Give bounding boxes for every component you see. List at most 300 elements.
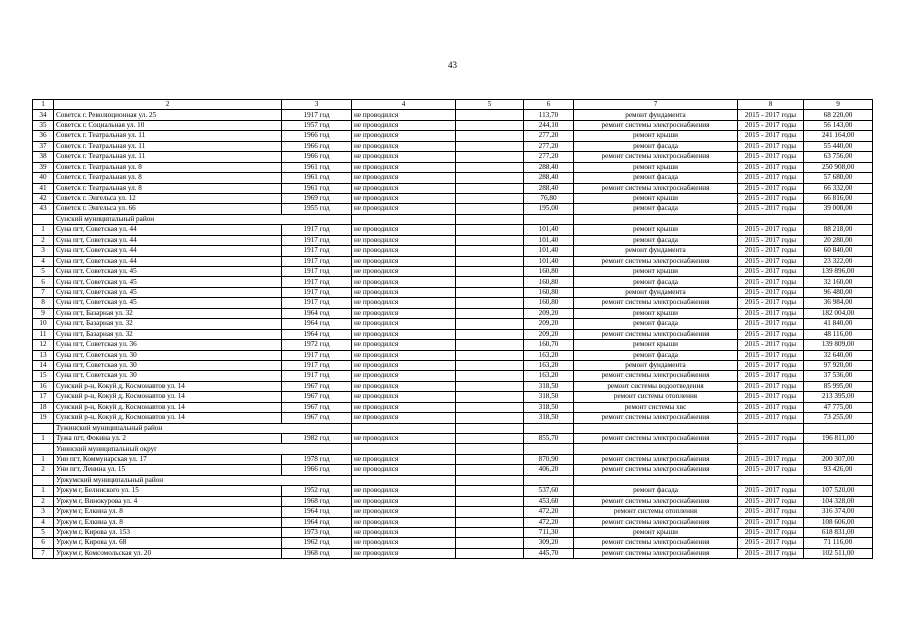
last-repair-cell: не проводился xyxy=(352,120,456,130)
area-cell: 101,40 xyxy=(524,235,574,245)
last-repair-cell: не проводился xyxy=(352,183,456,193)
work-type-cell: ремонт системы хвс xyxy=(574,402,738,412)
year-cell: 1966 год xyxy=(282,141,352,151)
year-cell: 1917 год xyxy=(282,350,352,360)
address-cell: Сунский р-н, Кокуй д, Космонавтов ул. 14 xyxy=(54,392,282,402)
section-title: Сунский муниципальный район xyxy=(54,214,352,224)
empty-cell xyxy=(574,214,738,224)
work-type-cell: ремонт системы электроснабжения xyxy=(574,120,738,130)
cost-cell: 37 536,00 xyxy=(804,371,873,381)
empty-cell xyxy=(352,475,456,485)
year-cell: 1967 год xyxy=(282,392,352,402)
empty-cell xyxy=(456,152,524,162)
work-type-cell: ремонт фасада xyxy=(574,277,738,287)
table-row xyxy=(33,152,873,162)
empty-cell xyxy=(456,392,524,402)
period-cell: 2015 - 2017 годы xyxy=(738,204,804,214)
header-cell: 7 xyxy=(574,100,738,110)
row-number-cell: 34 xyxy=(33,110,54,120)
period-cell: 2015 - 2017 годы xyxy=(738,381,804,391)
row-number-cell: 1 xyxy=(33,486,54,496)
address-cell: Уни пгт, Коммунарская ул. 17 xyxy=(54,454,282,464)
work-type-cell: ремонт фундамента xyxy=(574,110,738,120)
cost-cell: 68 220,00 xyxy=(804,110,873,120)
empty-cell xyxy=(456,475,524,485)
empty-cell xyxy=(456,486,524,496)
address-cell: Суна пгт, Советская ул. 30 xyxy=(54,360,282,370)
area-cell: 870,90 xyxy=(524,454,574,464)
year-cell: 1955 год xyxy=(282,204,352,214)
row-number-cell: 1 xyxy=(33,454,54,464)
empty-cell xyxy=(456,413,524,423)
work-type-cell: ремонт системы электроснабжения xyxy=(574,298,738,308)
period-cell: 2015 - 2017 годы xyxy=(738,110,804,120)
work-type-cell: ремонт фасада xyxy=(574,319,738,329)
row-number-cell: 16 xyxy=(33,381,54,391)
year-cell: 1917 год xyxy=(282,371,352,381)
cost-cell: 102 511,00 xyxy=(804,548,873,558)
cost-cell: 56 143,00 xyxy=(804,120,873,130)
period-cell: 2015 - 2017 годы xyxy=(738,319,804,329)
section-number-cell xyxy=(33,214,54,224)
table-row xyxy=(33,360,873,370)
address-cell: Советск г. Театральная ул. 11 xyxy=(54,131,282,141)
area-cell: 288,40 xyxy=(524,183,574,193)
table-row xyxy=(33,162,873,172)
last-repair-cell: не проводился xyxy=(352,465,456,475)
cost-cell: 55 440,00 xyxy=(804,141,873,151)
year-cell: 1968 год xyxy=(282,496,352,506)
empty-cell xyxy=(804,423,873,433)
table-row xyxy=(33,392,873,402)
address-cell: Уржум г, Елкина ул. 8 xyxy=(54,507,282,517)
address-cell: Суна пгт, Базарная ул. 32 xyxy=(54,308,282,318)
work-type-cell: ремонт крыши xyxy=(574,267,738,277)
last-repair-cell: не проводился xyxy=(352,413,456,423)
table-row xyxy=(33,298,873,308)
year-cell: 1962 год xyxy=(282,538,352,548)
area-cell: 318,50 xyxy=(524,402,574,412)
cost-cell: 41 840,00 xyxy=(804,319,873,329)
last-repair-cell: не проводился xyxy=(352,402,456,412)
cost-cell: 241 164,00 xyxy=(804,131,873,141)
empty-cell xyxy=(456,110,524,120)
empty-cell xyxy=(804,444,873,454)
last-repair-cell: не проводился xyxy=(352,548,456,558)
work-type-cell: ремонт фундамента xyxy=(574,360,738,370)
area-cell: 406,20 xyxy=(524,465,574,475)
work-type-cell: ремонт системы электроснабжения xyxy=(574,329,738,339)
area-cell: 160,70 xyxy=(524,340,574,350)
year-cell: 1961 год xyxy=(282,162,352,172)
cost-cell: 63 756,00 xyxy=(804,152,873,162)
area-cell: 101,40 xyxy=(524,225,574,235)
section-number-cell xyxy=(33,444,54,454)
period-cell: 2015 - 2017 годы xyxy=(738,277,804,287)
empty-cell xyxy=(574,444,738,454)
last-repair-cell: не проводился xyxy=(352,527,456,537)
last-repair-cell: не проводился xyxy=(352,110,456,120)
last-repair-cell: не проводился xyxy=(352,287,456,297)
area-cell: 472,20 xyxy=(524,517,574,527)
area-cell: 195,00 xyxy=(524,204,574,214)
last-repair-cell: не проводился xyxy=(352,360,456,370)
area-cell: 101,40 xyxy=(524,246,574,256)
last-repair-cell: не проводился xyxy=(352,152,456,162)
year-cell: 1966 год xyxy=(282,131,352,141)
address-cell: Советск г. Театральная ул. 8 xyxy=(54,183,282,193)
table-row xyxy=(33,173,873,183)
table-row xyxy=(33,329,873,339)
table-row xyxy=(33,507,873,517)
period-cell: 2015 - 2017 годы xyxy=(738,246,804,256)
address-cell: Суна пгт, Советская ул. 45 xyxy=(54,267,282,277)
year-cell: 1978 год xyxy=(282,454,352,464)
area-cell: 855,70 xyxy=(524,434,574,444)
table-row xyxy=(33,141,873,151)
area-cell: 277,20 xyxy=(524,131,574,141)
cost-cell: 32 640,00 xyxy=(804,350,873,360)
row-number-cell: 36 xyxy=(33,131,54,141)
last-repair-cell: не проводился xyxy=(352,162,456,172)
period-cell: 2015 - 2017 годы xyxy=(738,267,804,277)
year-cell: 1966 год xyxy=(282,465,352,475)
period-cell: 2015 - 2017 годы xyxy=(738,173,804,183)
table-row xyxy=(33,434,873,444)
work-type-cell: ремонт системы отопления xyxy=(574,507,738,517)
area-cell: 160,80 xyxy=(524,298,574,308)
empty-cell xyxy=(456,517,524,527)
cost-cell: 60 840,00 xyxy=(804,246,873,256)
row-number-cell: 5 xyxy=(33,527,54,537)
header-cell: 1 xyxy=(33,100,54,110)
empty-cell xyxy=(456,173,524,183)
work-type-cell: ремонт фасада xyxy=(574,350,738,360)
last-repair-cell: не проводился xyxy=(352,340,456,350)
address-cell: Суна пгт, Советская ул. 44 xyxy=(54,256,282,266)
empty-cell xyxy=(738,214,804,224)
table-row xyxy=(33,548,873,558)
table-row xyxy=(33,413,873,423)
cost-cell: 139 809,00 xyxy=(804,340,873,350)
table-row xyxy=(33,340,873,350)
year-cell: 1967 год xyxy=(282,381,352,391)
address-cell: Советск г. Социальная ул. 10 xyxy=(54,120,282,130)
address-cell: Советск г. Театральная ул. 11 xyxy=(54,152,282,162)
empty-cell xyxy=(456,402,524,412)
period-cell: 2015 - 2017 годы xyxy=(738,371,804,381)
table-row xyxy=(33,183,873,193)
last-repair-cell: не проводился xyxy=(352,538,456,548)
address-cell: Уржум г, Кирова ул. 153 xyxy=(54,527,282,537)
section-row xyxy=(33,475,873,485)
cost-cell: 250 908,00 xyxy=(804,162,873,172)
area-cell: 160,80 xyxy=(524,287,574,297)
area-cell: 209,20 xyxy=(524,319,574,329)
cost-cell: 107 520,00 xyxy=(804,486,873,496)
year-cell: 1961 год xyxy=(282,183,352,193)
address-cell: Уржум г, Елкина ул. 8 xyxy=(54,517,282,527)
last-repair-cell: не проводился xyxy=(352,381,456,391)
table-row xyxy=(33,120,873,130)
address-cell: Советск г. Революционная ул. 25 xyxy=(54,110,282,120)
work-type-cell: ремонт системы электроснабжения xyxy=(574,434,738,444)
empty-cell xyxy=(456,434,524,444)
year-cell: 1917 год xyxy=(282,298,352,308)
empty-cell xyxy=(456,120,524,130)
work-type-cell: ремонт системы электроснабжения xyxy=(574,465,738,475)
empty-cell xyxy=(804,214,873,224)
last-repair-cell: не проводился xyxy=(352,454,456,464)
year-cell: 1968 год xyxy=(282,548,352,558)
work-type-cell: ремонт крыши xyxy=(574,527,738,537)
address-cell: Уржум г, Белинского ул. 15 xyxy=(54,486,282,496)
table-body xyxy=(33,100,873,559)
cost-cell: 48 116,00 xyxy=(804,329,873,339)
period-cell: 2015 - 2017 годы xyxy=(738,454,804,464)
period-cell: 2015 - 2017 годы xyxy=(738,486,804,496)
last-repair-cell: не проводился xyxy=(352,319,456,329)
row-number-cell: 43 xyxy=(33,204,54,214)
table-row xyxy=(33,193,873,203)
empty-cell xyxy=(804,475,873,485)
empty-cell xyxy=(456,340,524,350)
year-cell: 1917 год xyxy=(282,246,352,256)
last-repair-cell: не проводился xyxy=(352,308,456,318)
empty-cell xyxy=(524,214,574,224)
header-cell: 9 xyxy=(804,100,873,110)
empty-cell xyxy=(456,214,524,224)
work-type-cell: ремонт крыши xyxy=(574,193,738,203)
year-cell: 1917 год xyxy=(282,225,352,235)
work-type-cell: ремонт фундамента xyxy=(574,287,738,297)
period-cell: 2015 - 2017 годы xyxy=(738,141,804,151)
period-cell: 2015 - 2017 годы xyxy=(738,235,804,245)
row-number-cell: 5 xyxy=(33,267,54,277)
year-cell: 1982 год xyxy=(282,434,352,444)
empty-cell xyxy=(456,162,524,172)
table-row xyxy=(33,454,873,464)
row-number-cell: 12 xyxy=(33,340,54,350)
period-cell: 2015 - 2017 годы xyxy=(738,350,804,360)
empty-cell xyxy=(738,444,804,454)
cost-cell: 316 374,00 xyxy=(804,507,873,517)
year-cell: 1917 год xyxy=(282,235,352,245)
table-row xyxy=(33,204,873,214)
address-cell: Суна пгт, Советская ул. 44 xyxy=(54,246,282,256)
address-cell: Советск г. Энгельса ул. 12 xyxy=(54,193,282,203)
last-repair-cell: не проводился xyxy=(352,392,456,402)
section-title: Унинский муниципальный округ xyxy=(54,444,352,454)
year-cell: 1917 год xyxy=(282,110,352,120)
row-number-cell: 1 xyxy=(33,434,54,444)
area-cell: 309,20 xyxy=(524,538,574,548)
address-cell: Уни пгт, Ленина ул. 15 xyxy=(54,465,282,475)
address-cell: Суна пгт, Советская ул. 45 xyxy=(54,298,282,308)
work-type-cell: ремонт фасада xyxy=(574,173,738,183)
cost-cell: 71 116,00 xyxy=(804,538,873,548)
address-cell: Суна пгт, Советская ул. 45 xyxy=(54,277,282,287)
last-repair-cell: не проводился xyxy=(352,141,456,151)
cost-cell: 96 480,00 xyxy=(804,287,873,297)
page-number: 43 xyxy=(448,60,457,70)
last-repair-cell: не проводился xyxy=(352,486,456,496)
period-cell: 2015 - 2017 годы xyxy=(738,225,804,235)
row-number-cell: 42 xyxy=(33,193,54,203)
address-cell: Советск г. Театральная ул. 8 xyxy=(54,162,282,172)
area-cell: 318,50 xyxy=(524,392,574,402)
cost-cell: 618 831,00 xyxy=(804,527,873,537)
work-type-cell: ремонт крыши xyxy=(574,162,738,172)
year-cell: 1917 год xyxy=(282,360,352,370)
empty-cell xyxy=(456,360,524,370)
row-number-cell: 2 xyxy=(33,465,54,475)
period-cell: 2015 - 2017 годы xyxy=(738,329,804,339)
period-cell: 2015 - 2017 годы xyxy=(738,548,804,558)
work-type-cell: ремонт системы электроснабжения xyxy=(574,183,738,193)
area-cell: 244,10 xyxy=(524,120,574,130)
empty-cell xyxy=(352,444,456,454)
row-number-cell: 8 xyxy=(33,298,54,308)
year-cell: 1917 год xyxy=(282,267,352,277)
empty-cell xyxy=(352,423,456,433)
period-cell: 2015 - 2017 годы xyxy=(738,193,804,203)
empty-cell xyxy=(456,381,524,391)
last-repair-cell: не проводился xyxy=(352,329,456,339)
empty-cell xyxy=(456,496,524,506)
period-cell: 2015 - 2017 годы xyxy=(738,131,804,141)
empty-cell xyxy=(524,423,574,433)
last-repair-cell: не проводился xyxy=(352,131,456,141)
period-cell: 2015 - 2017 годы xyxy=(738,152,804,162)
cost-cell: 39 000,00 xyxy=(804,204,873,214)
address-cell: Уржум г, Кирова ул. 68 xyxy=(54,538,282,548)
period-cell: 2015 - 2017 годы xyxy=(738,465,804,475)
row-number-cell: 38 xyxy=(33,152,54,162)
row-number-cell: 13 xyxy=(33,350,54,360)
area-cell: 209,20 xyxy=(524,308,574,318)
row-number-cell: 10 xyxy=(33,319,54,329)
period-cell: 2015 - 2017 годы xyxy=(738,360,804,370)
address-cell: Суна пгт, Советская ул. 44 xyxy=(54,235,282,245)
row-number-cell: 7 xyxy=(33,287,54,297)
header-cell: 8 xyxy=(738,100,804,110)
work-type-cell: ремонт фасада xyxy=(574,141,738,151)
last-repair-cell: не проводился xyxy=(352,204,456,214)
row-number-cell: 3 xyxy=(33,507,54,517)
empty-cell xyxy=(456,267,524,277)
row-number-cell: 18 xyxy=(33,402,54,412)
cost-cell: 139 896,00 xyxy=(804,267,873,277)
empty-cell xyxy=(456,183,524,193)
empty-cell xyxy=(456,454,524,464)
row-number-cell: 4 xyxy=(33,256,54,266)
empty-cell xyxy=(574,423,738,433)
repair-program-table xyxy=(32,99,873,559)
table-row xyxy=(33,308,873,318)
work-type-cell: ремонт системы водоотведения xyxy=(574,381,738,391)
period-cell: 2015 - 2017 годы xyxy=(738,434,804,444)
empty-cell xyxy=(456,131,524,141)
period-cell: 2015 - 2017 годы xyxy=(738,538,804,548)
work-type-cell: ремонт системы электроснабжения xyxy=(574,538,738,548)
period-cell: 2015 - 2017 годы xyxy=(738,287,804,297)
row-number-cell: 9 xyxy=(33,308,54,318)
cost-cell: 196 811,00 xyxy=(804,434,873,444)
year-cell: 1917 год xyxy=(282,287,352,297)
header-cell: 3 xyxy=(282,100,352,110)
table-row xyxy=(33,277,873,287)
year-cell: 1969 год xyxy=(282,193,352,203)
cost-cell: 88 218,00 xyxy=(804,225,873,235)
last-repair-cell: не проводился xyxy=(352,496,456,506)
table-row xyxy=(33,350,873,360)
period-cell: 2015 - 2017 годы xyxy=(738,517,804,527)
work-type-cell: ремонт фасада xyxy=(574,235,738,245)
section-title: Тужинский муниципальный район xyxy=(54,423,352,433)
empty-cell xyxy=(456,350,524,360)
empty-cell xyxy=(456,423,524,433)
period-cell: 2015 - 2017 годы xyxy=(738,413,804,423)
last-repair-cell: не проводился xyxy=(352,371,456,381)
table-row xyxy=(33,225,873,235)
last-repair-cell: не проводился xyxy=(352,246,456,256)
period-cell: 2015 - 2017 годы xyxy=(738,402,804,412)
row-number-cell: 2 xyxy=(33,235,54,245)
last-repair-cell: не проводился xyxy=(352,277,456,287)
area-cell: 318,50 xyxy=(524,413,574,423)
table-row xyxy=(33,381,873,391)
area-cell: 288,40 xyxy=(524,162,574,172)
row-number-cell: 40 xyxy=(33,173,54,183)
table-row xyxy=(33,235,873,245)
empty-cell xyxy=(456,225,524,235)
area-cell: 288,40 xyxy=(524,173,574,183)
work-type-cell: ремонт крыши xyxy=(574,308,738,318)
row-number-cell: 3 xyxy=(33,246,54,256)
header-row xyxy=(33,100,873,110)
last-repair-cell: не проводился xyxy=(352,350,456,360)
last-repair-cell: не проводился xyxy=(352,267,456,277)
year-cell: 1966 год xyxy=(282,152,352,162)
work-type-cell: ремонт системы электроснабжения xyxy=(574,496,738,506)
address-cell: Суна пгт, Советская ул. 30 xyxy=(54,371,282,381)
cost-cell: 32 160,00 xyxy=(804,277,873,287)
empty-cell xyxy=(456,277,524,287)
year-cell: 1973 год xyxy=(282,527,352,537)
empty-cell xyxy=(456,287,524,297)
period-cell: 2015 - 2017 годы xyxy=(738,256,804,266)
work-type-cell: ремонт системы электроснабжения xyxy=(574,256,738,266)
year-cell: 1964 год xyxy=(282,507,352,517)
row-number-cell: 1 xyxy=(33,225,54,235)
work-type-cell: ремонт фасада xyxy=(574,486,738,496)
section-row xyxy=(33,423,873,433)
period-cell: 2015 - 2017 годы xyxy=(738,527,804,537)
work-type-cell: ремонт системы электроснабжения xyxy=(574,517,738,527)
cost-cell: 104 328,00 xyxy=(804,496,873,506)
address-cell: Суна пгт, Советская ул. 45 xyxy=(54,287,282,297)
empty-cell xyxy=(524,475,574,485)
area-cell: 160,80 xyxy=(524,267,574,277)
area-cell: 163,20 xyxy=(524,350,574,360)
work-type-cell: ремонт системы электроснабжения xyxy=(574,454,738,464)
table-row xyxy=(33,538,873,548)
year-cell: 1961 год xyxy=(282,173,352,183)
row-number-cell: 6 xyxy=(33,538,54,548)
area-cell: 101,40 xyxy=(524,256,574,266)
address-cell: Сунский р-н, Кокуй д, Космонавтов ул. 14 xyxy=(54,413,282,423)
